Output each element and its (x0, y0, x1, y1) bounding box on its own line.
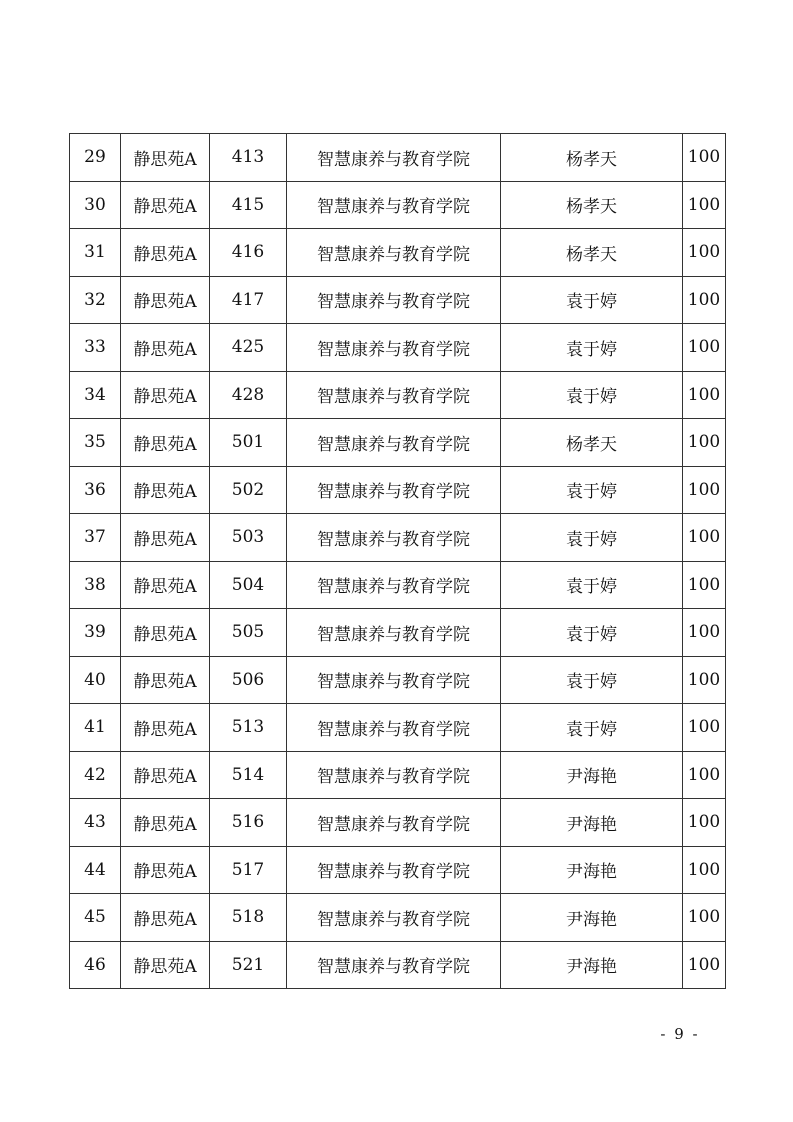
room-number-cell: 513 (210, 704, 287, 752)
inspector-cell: 尹海艳 (501, 894, 683, 942)
score-cell: 100 (683, 419, 726, 467)
row-number-cell: 29 (70, 134, 121, 182)
building-cell: 静思苑A (121, 941, 210, 989)
building-cell: 静思苑A (121, 276, 210, 324)
inspector-cell: 袁于婷 (501, 561, 683, 609)
room-number-cell: 503 (210, 514, 287, 562)
table-row (70, 324, 726, 372)
college-cell: 智慧康养与教育学院 (287, 371, 501, 419)
score-cell: 100 (683, 371, 726, 419)
building-cell: 静思苑A (121, 181, 210, 229)
page-number: - 9 - (660, 1025, 700, 1043)
table-row (70, 371, 726, 419)
room-number-cell: 428 (210, 371, 287, 419)
table-row (70, 941, 726, 989)
table-row (70, 704, 726, 752)
table-row (70, 561, 726, 609)
college-cell: 智慧康养与教育学院 (287, 799, 501, 847)
row-number-cell: 33 (70, 324, 121, 372)
score-cell: 100 (683, 466, 726, 514)
table-row (70, 894, 726, 942)
row-number-cell: 40 (70, 656, 121, 704)
college-cell: 智慧康养与教育学院 (287, 609, 501, 657)
dormitory-score-table (69, 133, 726, 989)
score-cell: 100 (683, 846, 726, 894)
room-number-cell: 521 (210, 941, 287, 989)
score-cell: 100 (683, 181, 726, 229)
room-number-cell: 504 (210, 561, 287, 609)
building-cell: 静思苑A (121, 466, 210, 514)
row-number-cell: 45 (70, 894, 121, 942)
building-cell: 静思苑A (121, 656, 210, 704)
room-number-cell: 416 (210, 229, 287, 277)
row-number-cell: 43 (70, 799, 121, 847)
building-cell: 静思苑A (121, 371, 210, 419)
table-row (70, 751, 726, 799)
row-number-cell: 42 (70, 751, 121, 799)
inspector-cell: 袁于婷 (501, 514, 683, 562)
room-number-cell: 514 (210, 751, 287, 799)
score-cell: 100 (683, 704, 726, 752)
inspector-cell: 袁于婷 (501, 609, 683, 657)
college-cell: 智慧康养与教育学院 (287, 704, 501, 752)
score-cell: 100 (683, 134, 726, 182)
building-cell: 静思苑A (121, 609, 210, 657)
college-cell: 智慧康养与教育学院 (287, 181, 501, 229)
score-cell: 100 (683, 894, 726, 942)
row-number-cell: 31 (70, 229, 121, 277)
college-cell: 智慧康养与教育学院 (287, 894, 501, 942)
room-number-cell: 415 (210, 181, 287, 229)
room-number-cell: 505 (210, 609, 287, 657)
inspector-cell: 杨孝天 (501, 229, 683, 277)
row-number-cell: 44 (70, 846, 121, 894)
college-cell: 智慧康养与教育学院 (287, 229, 501, 277)
score-cell: 100 (683, 561, 726, 609)
room-number-cell: 516 (210, 799, 287, 847)
room-number-cell: 506 (210, 656, 287, 704)
college-cell: 智慧康养与教育学院 (287, 656, 501, 704)
college-cell: 智慧康养与教育学院 (287, 561, 501, 609)
building-cell: 静思苑A (121, 419, 210, 467)
score-cell: 100 (683, 324, 726, 372)
inspector-cell: 尹海艳 (501, 799, 683, 847)
inspector-cell: 杨孝天 (501, 419, 683, 467)
building-cell: 静思苑A (121, 846, 210, 894)
college-cell: 智慧康养与教育学院 (287, 941, 501, 989)
inspector-cell: 袁于婷 (501, 371, 683, 419)
row-number-cell: 38 (70, 561, 121, 609)
room-number-cell: 417 (210, 276, 287, 324)
building-cell: 静思苑A (121, 324, 210, 372)
score-cell: 100 (683, 229, 726, 277)
inspector-cell: 袁于婷 (501, 466, 683, 514)
row-number-cell: 30 (70, 181, 121, 229)
inspector-cell: 袁于婷 (501, 276, 683, 324)
building-cell: 静思苑A (121, 134, 210, 182)
college-cell: 智慧康养与教育学院 (287, 276, 501, 324)
inspector-cell: 尹海艳 (501, 941, 683, 989)
room-number-cell: 518 (210, 894, 287, 942)
row-number-cell: 34 (70, 371, 121, 419)
inspector-cell: 杨孝天 (501, 181, 683, 229)
building-cell: 静思苑A (121, 751, 210, 799)
score-cell: 100 (683, 751, 726, 799)
inspector-cell: 杨孝天 (501, 134, 683, 182)
college-cell: 智慧康养与教育学院 (287, 846, 501, 894)
score-cell: 100 (683, 609, 726, 657)
table-row (70, 229, 726, 277)
table-row (70, 846, 726, 894)
inspector-cell: 尹海艳 (501, 846, 683, 894)
row-number-cell: 39 (70, 609, 121, 657)
building-cell: 静思苑A (121, 514, 210, 562)
score-cell: 100 (683, 656, 726, 704)
building-cell: 静思苑A (121, 561, 210, 609)
inspector-cell: 尹海艳 (501, 751, 683, 799)
score-cell: 100 (683, 941, 726, 989)
college-cell: 智慧康养与教育学院 (287, 419, 501, 467)
building-cell: 静思苑A (121, 704, 210, 752)
table-row (70, 276, 726, 324)
college-cell: 智慧康养与教育学院 (287, 134, 501, 182)
college-cell: 智慧康养与教育学院 (287, 466, 501, 514)
college-cell: 智慧康养与教育学院 (287, 751, 501, 799)
row-number-cell: 32 (70, 276, 121, 324)
row-number-cell: 35 (70, 419, 121, 467)
score-cell: 100 (683, 514, 726, 562)
room-number-cell: 425 (210, 324, 287, 372)
table-row (70, 181, 726, 229)
inspector-cell: 袁于婷 (501, 704, 683, 752)
score-cell: 100 (683, 276, 726, 324)
building-cell: 静思苑A (121, 799, 210, 847)
room-number-cell: 517 (210, 846, 287, 894)
table-row (70, 656, 726, 704)
room-number-cell: 502 (210, 466, 287, 514)
row-number-cell: 41 (70, 704, 121, 752)
inspector-cell: 袁于婷 (501, 324, 683, 372)
building-cell: 静思苑A (121, 894, 210, 942)
row-number-cell: 46 (70, 941, 121, 989)
row-number-cell: 36 (70, 466, 121, 514)
table-row (70, 799, 726, 847)
table-row (70, 134, 726, 182)
table-row (70, 514, 726, 562)
college-cell: 智慧康养与教育学院 (287, 514, 501, 562)
building-cell: 静思苑A (121, 229, 210, 277)
table-row (70, 609, 726, 657)
college-cell: 智慧康养与教育学院 (287, 324, 501, 372)
inspector-cell: 袁于婷 (501, 656, 683, 704)
table-row (70, 466, 726, 514)
row-number-cell: 37 (70, 514, 121, 562)
room-number-cell: 413 (210, 134, 287, 182)
table-body (70, 134, 726, 989)
score-cell: 100 (683, 799, 726, 847)
table-row (70, 419, 726, 467)
room-number-cell: 501 (210, 419, 287, 467)
